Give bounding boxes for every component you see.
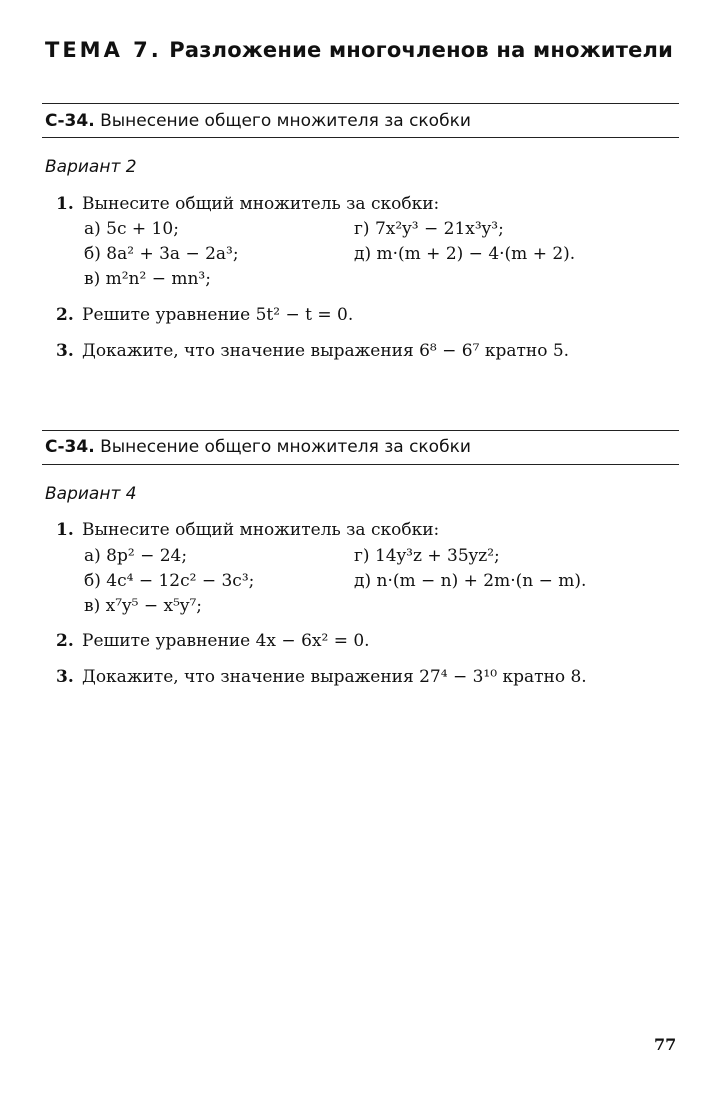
section-title bbox=[45, 111, 471, 131]
task-number: 1. bbox=[56, 194, 74, 214]
topic-label: ТЕМА 7. bbox=[45, 38, 162, 62]
task-text: Вынесите общий множитель за скобки: bbox=[82, 194, 440, 214]
task-number: 1. bbox=[56, 520, 74, 540]
task-1-item-g: г) 7x²y³ − 21x³y³; bbox=[354, 219, 504, 239]
task-number: 2. bbox=[56, 631, 74, 651]
task-1-item-v: в) m²n² − mn³; bbox=[84, 269, 211, 289]
section-name: Вынесение общего множителя за скобки bbox=[100, 437, 471, 457]
task-1-item-b: б) 8a² + 3a − 2a³; bbox=[84, 244, 239, 264]
task-1-item-a: а) 8p² − 24; bbox=[84, 546, 188, 566]
task-1-item-b: б) 4c⁴ − 12c² − 3c³; bbox=[84, 571, 255, 591]
section-rule-bottom bbox=[42, 137, 679, 138]
task-number: 2. bbox=[56, 305, 74, 325]
task-1 bbox=[56, 194, 439, 214]
page-number: 77 bbox=[654, 1035, 677, 1054]
variant-label: Вариант 2 bbox=[45, 157, 137, 177]
topic-title: Разложение многочленов на множители bbox=[169, 38, 674, 62]
task-2 bbox=[56, 631, 370, 651]
task-3 bbox=[56, 667, 587, 687]
section-title bbox=[45, 437, 471, 457]
section-rule-top bbox=[42, 430, 679, 431]
task-text: Решите уравнение 4x − 6x² = 0. bbox=[82, 631, 370, 651]
task-text: Докажите, что значение выражения 6⁸ − 6⁷ кратно 5. bbox=[82, 341, 570, 361]
task-1-item-v: в) x⁷y⁵ − x⁵y⁷; bbox=[84, 596, 203, 616]
task-number: 3. bbox=[56, 341, 74, 361]
section-rule-bottom bbox=[42, 464, 679, 465]
variant-label: Вариант 4 bbox=[45, 484, 137, 504]
topic-heading bbox=[45, 38, 673, 62]
task-text: Вынесите общий множитель за скобки: bbox=[82, 520, 440, 540]
section-name: Вынесение общего множителя за скобки bbox=[100, 111, 471, 131]
task-1-item-a: а) 5c + 10; bbox=[84, 219, 179, 239]
task-text: Докажите, что значение выражения 27⁴ − 3¹⁰ кратно 8. bbox=[82, 667, 587, 687]
task-3 bbox=[56, 341, 569, 361]
task-2 bbox=[56, 305, 353, 325]
task-1-item-g: г) 14y³z + 35yz²; bbox=[354, 546, 500, 566]
task-1-item-d: д) m·(m + 2) − 4·(m + 2). bbox=[354, 244, 576, 264]
section-code: С-34. bbox=[45, 111, 95, 131]
task-number: 3. bbox=[56, 667, 74, 687]
section-code: С-34. bbox=[45, 437, 95, 457]
section-rule-top bbox=[42, 103, 679, 104]
task-text: Решите уравнение 5t² − t = 0. bbox=[82, 305, 354, 325]
task-1 bbox=[56, 520, 439, 540]
task-1-item-d: д) n·(m − n) + 2m·(n − m). bbox=[354, 571, 587, 591]
